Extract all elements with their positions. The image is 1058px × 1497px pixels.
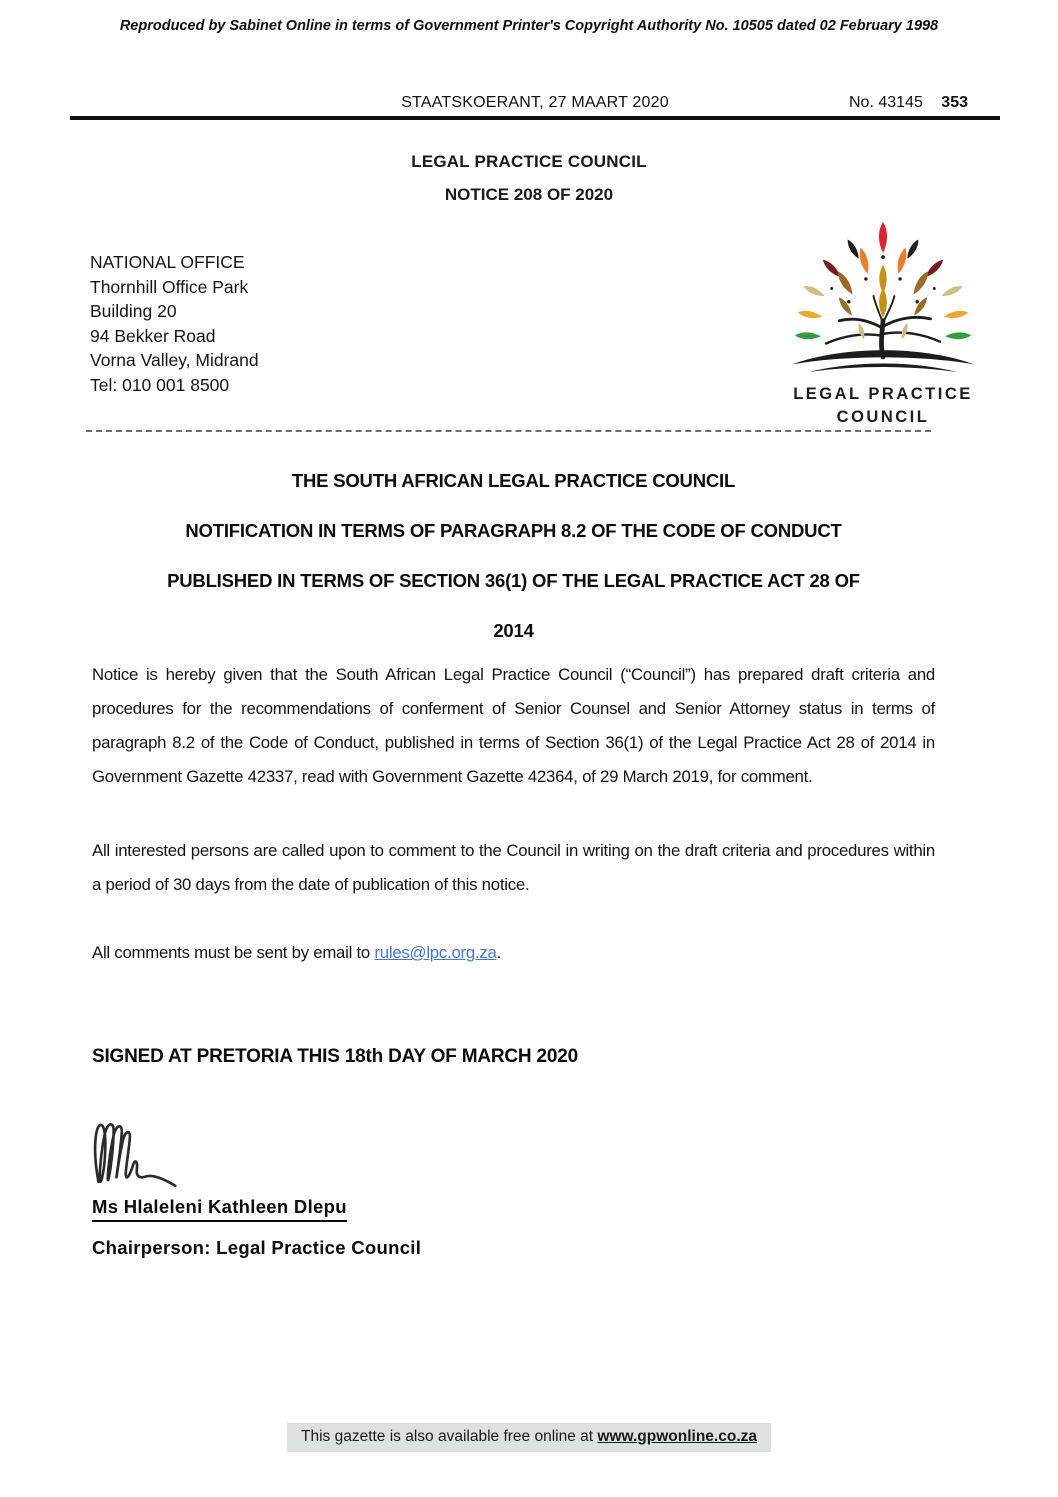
heading-line: NOTIFICATION IN TERMS OF PARAGRAPH 8.2 OF THE CODE OF CONDUCT (185, 520, 842, 541)
address-line: Tel: 010 001 8500 (90, 374, 230, 395)
signed-line: SIGNED AT PRETORIA THIS 18th DAY OF MARCH 2020 (92, 1046, 578, 1067)
address-line: 94 Bekker Road (90, 325, 216, 346)
heading-line: 2014 (493, 620, 534, 641)
notice-paragraph-1: Notice is hereby given that the South African Legal Practice Council (“Council”) has prepared draft criteria and procedures for the recommendations of conferment of Senior Counsel and Senior Attorney status in terms of paragraph 8.2 of the Code of Conduct, published in terms of Section 36(1) of the Legal Practice Act 28 of 2014 in Government Gazette 42337, read with Government Gazette 42364, of 29 March 2019, for comment. (92, 665, 935, 786)
copyright-notice: Reproduced by Sabinet Online in terms of Government Printer's Copyright Authority No. 10505 dated 02 February 1998 (119, 18, 939, 34)
address-line: NATIONAL OFFICE (90, 252, 245, 272)
signatory-title: Chairperson: Legal Practice Council (92, 1237, 422, 1258)
notice-paragraph-3 (92, 936, 935, 970)
heading-line: PUBLISHED IN TERMS OF SECTION 36(1) OF THE LEGAL PRACTICE ACT 28 OF (167, 570, 860, 591)
heading-line: THE SOUTH AFRICAN LEGAL PRACTICE COUNCIL (291, 470, 736, 491)
lpc-tree-icon (788, 212, 978, 382)
email-sentence-prefix: All comments must be sent by email to (92, 943, 375, 962)
gazette-header (70, 94, 1000, 116)
logo-text-line1: LEGAL PRACTICE (793, 385, 973, 403)
gazette-page-no: 353 (941, 94, 968, 111)
signature-image (90, 1115, 202, 1201)
main-heading (92, 470, 935, 670)
address-line: Vorna Valley, Midrand (90, 350, 259, 371)
footer-bar (287, 1423, 771, 1452)
handwritten-signature-icon (90, 1115, 202, 1201)
footer-gpwonline-link[interactable]: www.gpwonline.co.za (597, 1428, 758, 1445)
email-sentence-suffix: . (496, 943, 502, 962)
logo-text-line2: COUNCIL (836, 408, 930, 426)
gazette-journal-line: STAATSKOERANT, 27 MAART 2020 (401, 94, 669, 111)
notice-title-block (0, 152, 1058, 205)
lpc-logo (788, 212, 978, 428)
header-rule (70, 116, 1000, 120)
notice-paragraph-2: All interested persons are called upon to comment to the Council in writing on the draft criteria and procedures within a period of 30 days from the date of publication of this notice. (92, 841, 935, 894)
signatory-name: Ms Hlaleleni Kathleen Dlepu (92, 1196, 347, 1222)
address-line: Building 20 (90, 301, 177, 322)
section-divider (86, 430, 931, 432)
address-line: Thornhill Office Park (90, 276, 249, 297)
gazette-issue-no: No. 43145 (849, 94, 923, 111)
email-link[interactable]: rules@lpc.org.za (374, 943, 497, 962)
notice-title: LEGAL PRACTICE COUNCIL (411, 152, 647, 171)
national-office-address (90, 250, 259, 398)
footer-text: This gazette is also available free online at (300, 1428, 598, 1445)
notice-number: NOTICE 208 OF 2020 (444, 185, 614, 204)
gazette-issue-info (849, 94, 968, 112)
